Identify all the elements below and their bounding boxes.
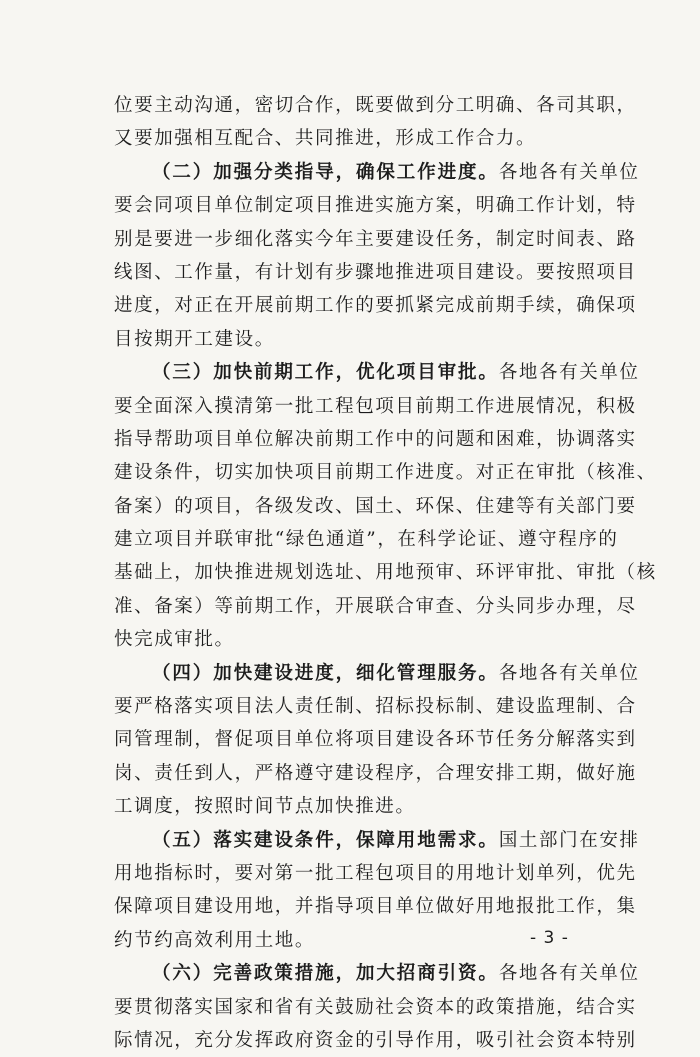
body-line: 别是要进一步细化落实今年主要建设任务，制定时间表、路 [114, 228, 637, 250]
body-line: 岗、责任到人，严格遵守建设程序，合理安排工期，做好施 [114, 762, 637, 784]
body-line: 准、备案）等前期工作，开展联合审查、分头同步办理，尽 [114, 595, 637, 617]
body-line: 进度，对正在开展前期工作的要抓紧完成前期手续，确保项 [114, 295, 637, 317]
body-line: 保障项目建设用地，并指导项目单位做好用地报批工作，集 [114, 896, 637, 918]
page-number: - 3 - [530, 928, 569, 948]
body-line: 线图、工作量，有计划有步骤地推进项目建设。要按照项目 [114, 261, 637, 283]
paragraph-first-line [114, 156, 640, 189]
body-line: 建设条件，切实加快项目前期工作进度。对正在审批（核准、 [114, 462, 657, 484]
body-line: 建立项目并联审批“绿色通道”，在科学论证、遵守程序的 [114, 529, 619, 551]
section-heading-2: （二）加强分类指导，确保工作进度。 [152, 161, 499, 183]
body-line: 要会同项目单位制定项目推进实施方案，明确工作计划，特 [114, 195, 637, 217]
body-line: 指导帮助项目单位解决前期工作中的问题和困难，协调落实 [114, 428, 637, 450]
body-text: 国土部门在安排 [498, 829, 640, 851]
document-body [114, 89, 657, 1057]
body-line: 工调度，按照时间节点加快推进。 [114, 796, 416, 818]
body-line: 又要加强相互配合、共同推进，形成工作合力。 [114, 128, 537, 150]
body-line: 快完成审批。 [114, 629, 235, 651]
body-line: 要全面深入摸清第一批工程包项目前期工作进展情况，积极 [114, 395, 637, 417]
body-line: 同管理制，督促项目单位将项目建设各环节任务分解落实到 [114, 729, 637, 751]
paragraph-first-line [114, 356, 640, 389]
body-text: 各地各有关单位 [498, 963, 640, 985]
body-line: 约节约高效利用土地。 [114, 929, 316, 951]
body-line: 备案）的项目，各级发改、国土、环保、住建等有关部门要 [114, 495, 637, 517]
body-line: 位要主动沟通，密切合作，既要做到分工明确、各司其职， [114, 95, 637, 116]
body-line: 用地指标时，要对第一批工程包项目的用地计划单列，优先 [114, 862, 637, 884]
body-line: 要严格落实项目法人责任制、招标投标制、建设监理制、合 [114, 696, 637, 718]
section-heading-5: （五）落实建设条件，保障用地需求。 [152, 829, 499, 851]
paragraph-first-line [114, 657, 640, 690]
body-text: 各地各有关单位 [498, 161, 640, 183]
section-heading-3: （三）加快前期工作，优化项目审批。 [152, 362, 499, 384]
paragraph-first-line [114, 957, 640, 990]
body-line: 基础上，加快推进规划选址、用地预审、环评审批、审批（核 [114, 562, 657, 584]
body-text: 各地各有关单位 [498, 362, 640, 384]
body-text: 各地各有关单位 [498, 662, 640, 684]
paragraph-first-line [114, 824, 640, 857]
section-heading-4: （四）加快建设进度，细化管理服务。 [152, 662, 499, 684]
body-line: 要贯彻落实国家和省有关鼓励社会资本的政策措施，结合实 [114, 996, 637, 1018]
section-heading-6: （六）完善政策措施，加大招商引资。 [152, 963, 499, 985]
body-line: 际情况，充分发挥政府资金的引导作用，吸引社会资本特别 [114, 1029, 637, 1051]
body-line: 目按期开工建设。 [114, 328, 275, 350]
